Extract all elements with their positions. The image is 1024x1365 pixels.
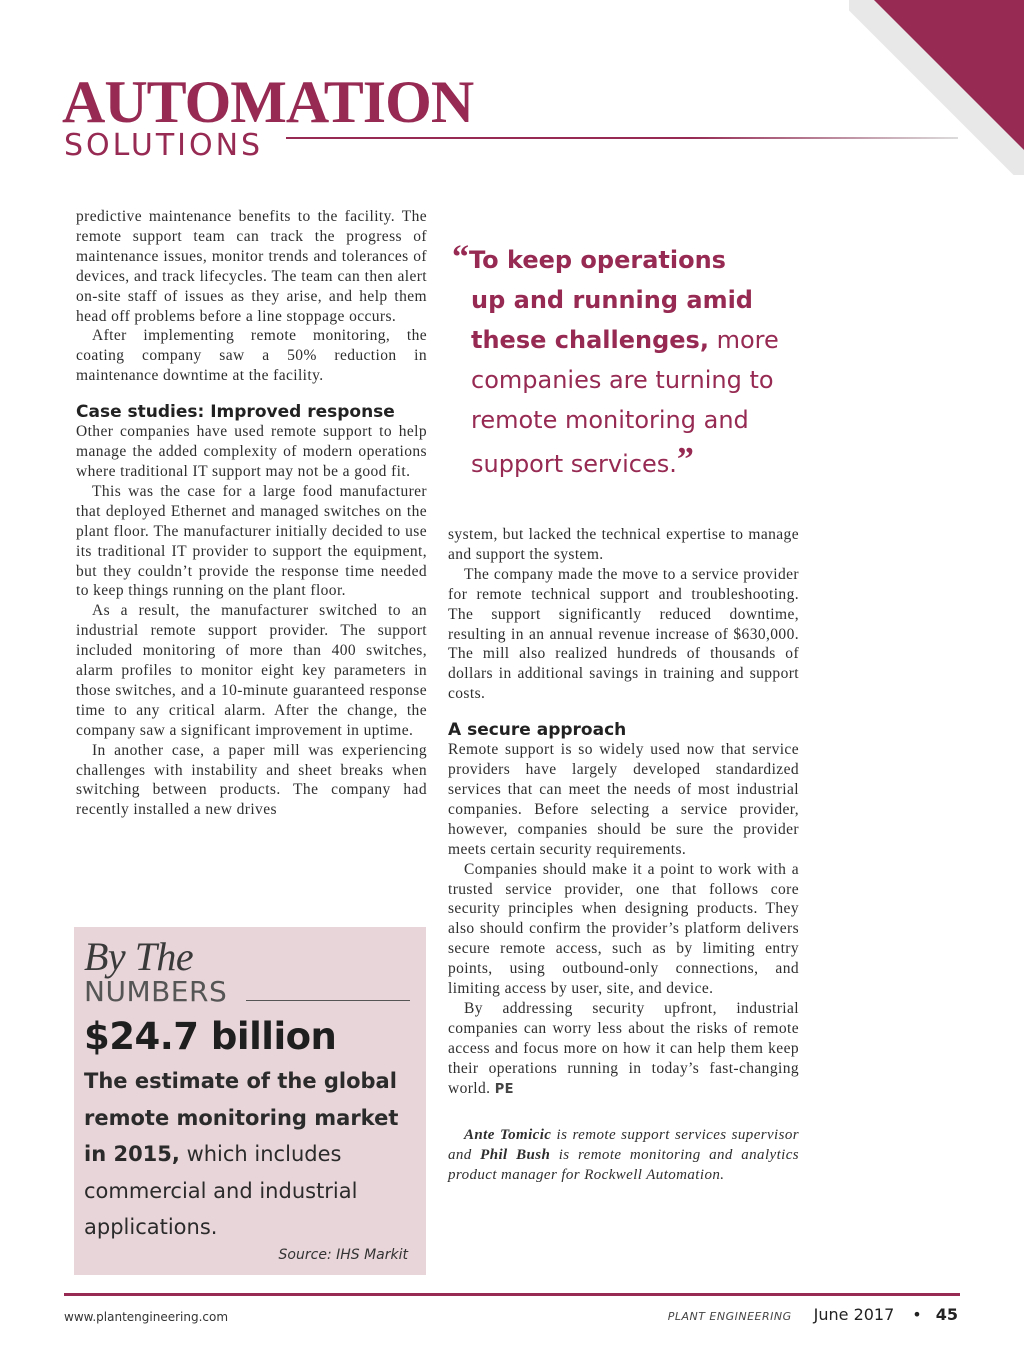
source-credit: Source: IHS Markit: [278, 1247, 408, 1263]
paragraph: After implementing remote monitoring, the coating company saw a 50% reduction in maintenance downtime at the facility.: [76, 327, 427, 385]
paragraph: As a result, the manufacturer switched to an industrial remote support provider. The support included monitoring of more than 400 switches, alarm profiles to monitor eight key parameters in those switches, and a 10-minute guaranteed response time to any critical alarm. After the change, the company saw a significant improvement in uptime.: [76, 602, 427, 739]
subheading-case-studies: Case studies: Improved response: [76, 402, 395, 423]
paragraph: Other companies have used remote support to help manage the added complexity of modern operations where traditional IT support may not be a good fit.: [76, 423, 427, 480]
header-rule: [286, 137, 958, 139]
page-number: 45: [935, 1305, 958, 1324]
description-normal: which includes commercial and industrial applications.: [84, 1142, 358, 1239]
subheading-secure-approach: A secure approach: [448, 720, 627, 741]
quote-bold-line: up and running amid: [471, 286, 753, 314]
footer-url[interactable]: www.plantengineering.com: [64, 1310, 229, 1324]
author-name: Ante Tomicic: [464, 1127, 552, 1144]
paragraph: The company made the move to a service provider for remote technical support and troubleshooting. The support significantly reduced downtime, resulting in an annual revenue increase of $630,000. The mill also realized hundreds of thousands of dollars in additional savings in training and support costs.: [448, 565, 799, 703]
author-name: Phil Bush: [480, 1147, 551, 1164]
end-mark-icon: PE: [494, 1081, 514, 1097]
author-role: is remote monitoring and analytics product manager for Rockwell Automation.: [448, 1147, 799, 1184]
numbers-rule: [246, 1000, 410, 1001]
paragraph: Companies should make it a point to work with a trusted service provider, one that follows core security principles when designing products. They also should confirm the provider’s platform delivers secure remote access, such as by limiting entry points, using outbound-only connections, and limiting access by user, site, and device.: [448, 860, 799, 998]
numbers-label: NUMBERS: [84, 975, 228, 1008]
headline-figure: $24.7 billion: [84, 1015, 337, 1058]
footer-folio: [668, 1305, 958, 1324]
paragraph: This was the case for a large food manufacturer that deployed Ethernet and managed switches on the plant floor. The manufacturer initially decided to use its traditional IT provider to support the equipment, but they couldn’t provide the response time needed to keep things running on the plant floor.: [76, 482, 427, 600]
publication-name: PLANT ENGINEERING: [667, 1310, 792, 1323]
bullet-separator: •: [912, 1305, 922, 1324]
author-role: is remote support services supervisor and: [448, 1127, 799, 1164]
issue-date: June 2017: [813, 1305, 895, 1324]
close-quote-icon: ”: [676, 441, 694, 478]
footer-rule: [64, 1293, 960, 1296]
by-the-numbers-box: [74, 927, 426, 1275]
paragraph: Remote support is so widely used now that service providers have largely developed standardized services that can meet the needs of most industrial companies. Before selecting a service provider, however, companies should be sure the provider meets certain security requirements.: [448, 741, 799, 858]
corner-decoration: [874, 0, 1024, 150]
paragraph: system, but lacked the technical expertise to manage and support the system.: [448, 526, 799, 563]
open-quote-icon: “: [452, 239, 469, 276]
paragraph: [448, 999, 799, 1100]
paragraph: predictive maintenance benefits to the facility. The remote support team can track the progress of maintenance issues, monitor trends and tolerances of devices, and track lifecycles. The team can then alert on-site staff of issues as they arise, and help them head off problems before a line stoppage occurs.: [76, 208, 427, 325]
pull-quote: [452, 238, 792, 484]
description-bold: The estimate of the global remote monitoring market in 2015,: [84, 1069, 399, 1166]
paragraph-text: By addressing security upfront, industrial companies can worry less about the risks of remote access and focus more on how it can help them keep their operations running in today’s fast-changing world.: [448, 999, 799, 1097]
quote-bold-line: these challenges,: [471, 326, 709, 354]
paragraph: In another case, a paper mill was experiencing challenges with instability and sheet breaks when switching between products. The company had recently installed a new drives: [76, 741, 427, 819]
quote-bold-line: To keep operations: [469, 246, 726, 274]
figure-description: [84, 1063, 414, 1246]
right-column: [448, 525, 799, 1185]
by-the-label: By The: [84, 934, 194, 979]
quote-text: more companies are turning to remote monitoring and support services.: [471, 326, 779, 478]
author-byline: [448, 1125, 799, 1185]
left-column: [76, 207, 427, 820]
section-title: AUTOMATION: [62, 69, 474, 135]
section-subtitle: SOLUTIONS: [64, 128, 264, 163]
